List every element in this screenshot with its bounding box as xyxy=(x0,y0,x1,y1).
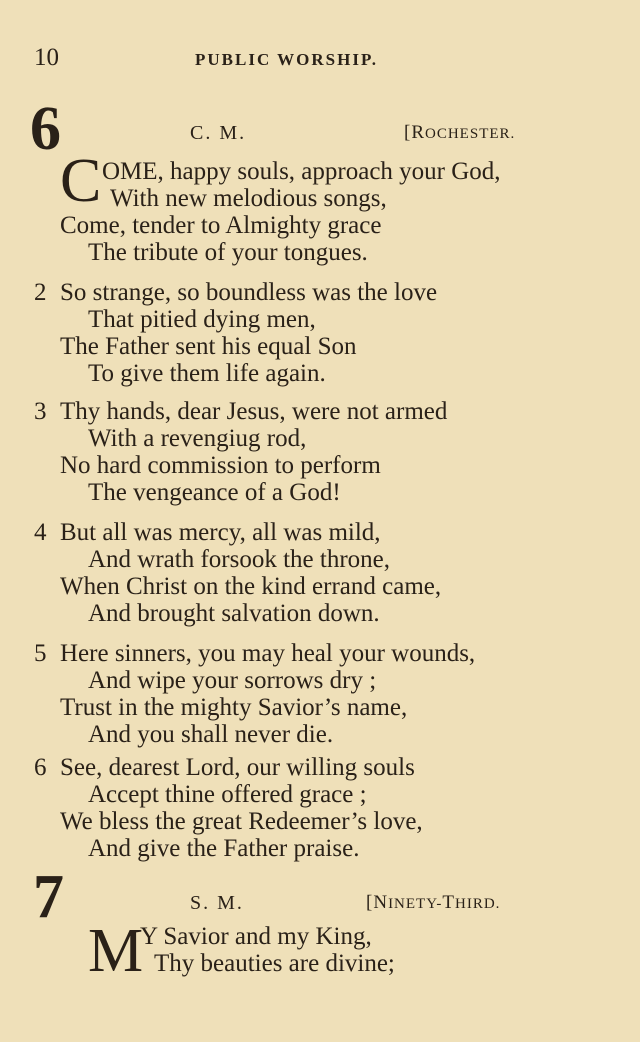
stanza-5-line-2: And wipe your sorrows dry ; xyxy=(88,667,377,694)
hymn-6-line-1: OME, happy souls, approach your God, xyxy=(102,158,501,185)
hymn-number-6: 6 xyxy=(30,95,61,163)
stanza-3-line-2: With a revengiug rod, xyxy=(88,425,307,452)
hymn-6-line-4: The tribute of your tongues. xyxy=(88,239,368,266)
hymn-6-meter: C. M. xyxy=(190,122,247,144)
stanza-6-line-2: Accept thine offered grace ; xyxy=(88,781,367,808)
stanza-4-line-3: When Christ on the kind errand came, xyxy=(60,573,442,600)
stanza-3-line-4: The vengeance of a God! xyxy=(88,479,341,506)
stanza-6-line-3: We bless the great Redeemer’s love, xyxy=(60,808,423,835)
stanza-4-number: 4 xyxy=(34,519,47,546)
stanza-3-number: 3 xyxy=(34,398,47,425)
stanza-5-line-4: And you shall never die. xyxy=(88,721,334,748)
stanza-2-number: 2 xyxy=(34,279,47,306)
page-number: 10 xyxy=(34,44,59,71)
hymn-7-meter: S. M. xyxy=(190,892,244,914)
stanza-5-number: 5 xyxy=(34,640,47,667)
hymn-7-dropcap: M xyxy=(88,917,144,985)
stanza-4-line-4: And brought salvation down. xyxy=(88,600,380,627)
hymn-6-dropcap: C xyxy=(60,147,102,215)
stanza-6-line-1: See, dearest Lord, our willing souls xyxy=(60,754,415,781)
stanza-3-line-1: Thy hands, dear Jesus, were not armed xyxy=(60,398,448,425)
stanza-5-line-1: Here sinners, you may heal your wounds, xyxy=(60,640,476,667)
stanza-6-line-4: And give the Father praise. xyxy=(88,835,360,862)
hymn-7-line-1: Y Savior and my King, xyxy=(140,923,372,950)
stanza-2-line-2: That pitied dying men, xyxy=(88,306,316,333)
stanza-2-line-3: The Father sent his equal Son xyxy=(60,333,357,360)
hymn-6-line-3: Come, tender to Almighty grace xyxy=(60,212,382,239)
stanza-4-line-1: But all was mercy, all was mild, xyxy=(60,519,381,546)
hymn-6-line-2: With new melodious songs, xyxy=(110,185,387,212)
stanza-3-line-3: No hard commission to perform xyxy=(60,452,381,479)
stanza-6-number: 6 xyxy=(34,754,47,781)
hymn-number-7: 7 xyxy=(33,863,64,931)
stanza-2-line-1: So strange, so boundless was the love xyxy=(60,279,438,306)
hymn-7-line-2: Thy beauties are divine; xyxy=(154,950,395,977)
stanza-5-line-3: Trust in the mighty Savior’s name, xyxy=(60,694,408,721)
hymn-7-tune-name: [NINETY-THIRD. xyxy=(366,892,501,913)
stanza-2-line-4: To give them life again. xyxy=(88,360,326,387)
hymn-6-tune-name: [ROCHESTER. xyxy=(404,122,516,143)
stanza-4-line-2: And wrath forsook the throne, xyxy=(88,546,391,573)
running-head: PUBLIC WORSHIP. xyxy=(195,50,379,69)
